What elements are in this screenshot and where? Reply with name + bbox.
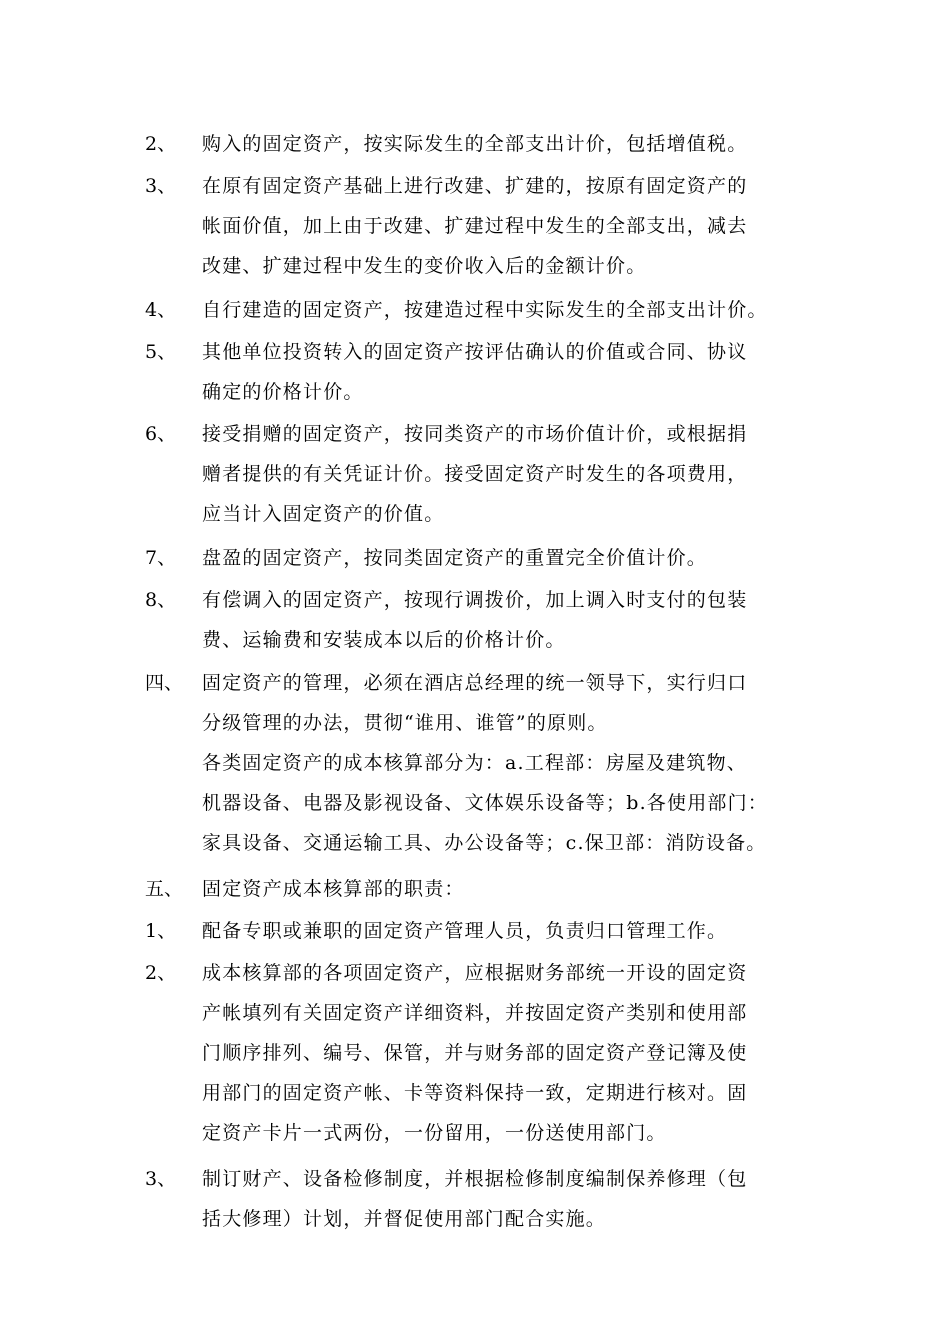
text-line: 盘盈的固定资产，按同类固定资产的重置完全价值计价。 [202, 547, 708, 569]
list-item [145, 414, 825, 534]
item-text [202, 538, 825, 578]
section-text [202, 869, 825, 909]
list-item [145, 332, 825, 412]
section-number: 四、 [145, 672, 184, 694]
text-line: 产帐填列有关固定资产详细资料，并按固定资产类别和使用部 [202, 1002, 748, 1024]
text-line: 机器设备、电器及影视设备、文体娱乐设备等；b.各使用部门： [202, 792, 769, 814]
item-text [202, 290, 825, 330]
text-line: 分级管理的办法，贯彻“谁用、谁管”的原则。 [202, 712, 608, 734]
text-line: 定资产卡片一式两份，一份留用，一份送使用部门。 [202, 1122, 667, 1144]
item-text [202, 332, 825, 412]
text-line: 门顺序排列、编号、保管，并与财务部的固定资产登记簿及使 [202, 1042, 748, 1064]
section-item [145, 663, 825, 863]
section-number: 五、 [145, 878, 184, 900]
item-text [202, 414, 825, 534]
text-line: 家具设备、交通运输工具、办公设备等；c.保卫部：消防设备。 [202, 832, 767, 854]
list-item [145, 953, 825, 1153]
text-line: 自行建造的固定资产，按建造过程中实际发生的全部支出计价。 [202, 299, 768, 321]
list-item [145, 911, 825, 951]
text-line: 其他单位投资转入的固定资产按评估确认的价值或合同、协议 [202, 341, 748, 363]
text-line: 固定资产成本核算部的职责： [202, 878, 465, 900]
item-number: 4、 [145, 299, 177, 321]
text-line: 费、运输费和安装成本以后的价格计价。 [202, 629, 566, 651]
list-item [145, 290, 825, 330]
item-number: 1、 [145, 920, 177, 942]
list-item [145, 580, 825, 660]
text-line: 帐面价值，加上由于改建、扩建过程中发生的全部支出，减去 [202, 215, 748, 237]
item-number: 2、 [145, 133, 177, 155]
list-item [145, 166, 825, 286]
text-line: 括大修理）计划，并督促使用部门配合实施。 [202, 1208, 607, 1230]
section-item [145, 869, 825, 909]
item-number: 8、 [145, 589, 177, 611]
item-text [202, 124, 825, 164]
list-item [145, 124, 825, 164]
item-number: 7、 [145, 547, 177, 569]
text-line: 应当计入固定资产的价值。 [202, 503, 445, 525]
text-line: 在原有固定资产基础上进行改建、扩建的，按原有固定资产的 [202, 175, 748, 197]
text-line: 改建、扩建过程中发生的变价收入后的金额计价。 [202, 255, 647, 277]
text-line: 各类固定资产的成本核算部分为：a.工程部：房屋及建筑物、 [202, 752, 747, 774]
item-text [202, 166, 825, 286]
item-text [202, 1159, 825, 1239]
text-line: 赠者提供的有关凭证计价。接受固定资产时发生的各项费用， [202, 463, 748, 485]
text-line: 制订财产、设备检修制度，并根据检修制度编制保养修理（包 [202, 1168, 748, 1190]
item-number: 3、 [145, 1168, 177, 1190]
item-text [202, 580, 825, 660]
text-line: 有偿调入的固定资产，按现行调拨价，加上调入时支付的包装 [202, 589, 748, 611]
text-line: 购入的固定资产，按实际发生的全部支出计价，包括增值税。 [202, 133, 748, 155]
item-number: 5、 [145, 341, 177, 363]
text-line: 固定资产的管理，必须在酒店总经理的统一领导下，实行归口 [202, 672, 748, 694]
list-item [145, 1159, 825, 1239]
item-number: 6、 [145, 423, 177, 445]
item-number: 2、 [145, 962, 177, 984]
item-number: 3、 [145, 175, 177, 197]
section-text [202, 663, 825, 863]
text-line: 配备专职或兼职的固定资产管理人员，负责归口管理工作。 [202, 920, 728, 942]
text-line: 用部门的固定资产帐、卡等资料保持一致，定期进行核对。固 [202, 1082, 748, 1104]
text-line: 接受捐赠的固定资产，按同类资产的市场价值计价，或根据捐 [202, 423, 748, 445]
list-item [145, 538, 825, 578]
item-text [202, 953, 825, 1153]
text-line: 成本核算部的各项固定资产，应根据财务部统一开设的固定资 [202, 962, 748, 984]
item-text [202, 911, 825, 951]
text-line: 确定的价格计价。 [202, 381, 364, 403]
